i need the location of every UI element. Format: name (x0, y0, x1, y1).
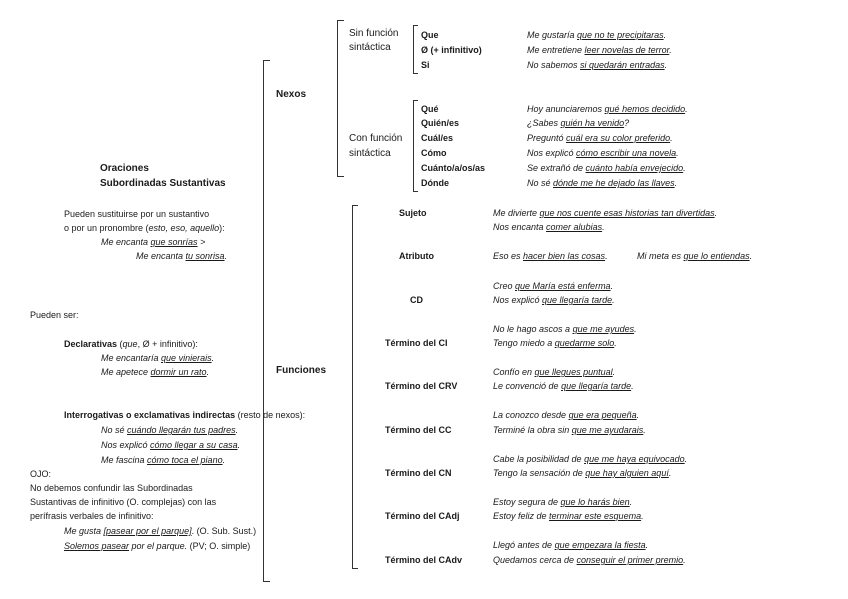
bracket-sin-funcion (413, 25, 418, 74)
example-infinitivo: Me entretiene leer novelas de terror. (527, 45, 672, 55)
cn-example-2: Tengo la sensación de que hay alguien aquí. (493, 468, 672, 478)
ojo-example-2: Solemos pasear por el parque. (PV; O. simple) (64, 541, 251, 551)
example-donde: No sé dónde me he dejado las llaves. (527, 178, 678, 188)
declarativas-example-1: Me encantaría que vinierais. (101, 353, 215, 363)
sujeto-example-2: Nos encanta comer alubias. (493, 222, 605, 232)
cadv-example-2: Quedamos cerca de conseguir el primer premio. (493, 555, 686, 565)
nexo-como: Cómo (421, 148, 447, 158)
cn-example-1: Cabe la posibilidad de que me haya equivocado. (493, 454, 688, 464)
interrogativas-example-1: No sé cuándo llegarán tus padres. (101, 425, 239, 435)
funcion-cd: CD (410, 295, 423, 305)
bracket-nexos (337, 20, 344, 177)
sin-funcion-label-1: Sin función (349, 28, 399, 39)
bracket-funciones (352, 205, 358, 569)
crv-example-2: Le convenció de que llegaría tarde. (493, 381, 634, 391)
cd-example-2: Nos explicó que llegaría tarde. (493, 295, 615, 305)
nexo-cual: Cuál/es (421, 133, 454, 143)
ci-example-1: No le hago ascos a que me ayudes. (493, 324, 637, 334)
nexo-cuanto: Cuánto/a/os/as (421, 163, 486, 173)
sujeto-example-1: Me divierte que nos cuente esas historias tan divertidas. (493, 208, 718, 218)
funciones-label: Funciones (276, 365, 327, 376)
cc-example-2: Terminé la obra sin que me ayudarais. (493, 425, 646, 435)
nexo-que: Que (421, 30, 439, 40)
ojo-example-1: Me gusta [pasear por el parque]. (O. Sub. Sust.) (64, 526, 257, 536)
ojo-line-4: perífrasis verbales de infinitivo: (30, 511, 154, 521)
interrogativas-example-3: Me fascina cómo toca el piano. (101, 455, 226, 465)
declarativas-heading: Declarativas (que, Ø + infinitivo): (64, 339, 198, 349)
cadj-example-2: Estoy feliz de terminar este esquema. (493, 511, 644, 521)
nexos-label: Nexos (276, 89, 307, 100)
nexo-quien: Quién/es (421, 118, 460, 128)
ojo-line-3: Sustantivas de infinitivo (O. complejas) con las (30, 497, 217, 507)
ci-example-2: Tengo miedo a quedarme solo. (493, 338, 617, 348)
funcion-atributo: Atributo (399, 251, 434, 261)
funcion-crv: Término del CRV (385, 381, 458, 391)
interrogativas-heading: Interrogativas o exclamativas indirectas (resto de nexos): (64, 410, 306, 420)
funcion-cadv: Término del CAdv (385, 555, 463, 565)
funcion-sujeto: Sujeto (399, 208, 427, 218)
interrogativas-example-2: Nos explicó cómo llegar a su casa. (101, 440, 241, 450)
con-funcion-label-1: Con función (349, 133, 403, 144)
cd-example-1: Creo que María está enferma. (493, 281, 614, 291)
example-como: Nos explicó cómo escribir una novela. (527, 148, 679, 158)
cadj-example-1: Estoy segura de que lo harás bien. (493, 497, 633, 507)
atributo-example-1: Eso es hacer bien las cosas. (493, 251, 608, 261)
crv-example-1: Confío en que llegues puntual. (493, 367, 616, 377)
intro-example-1: Me encanta que sonrías > (101, 237, 206, 247)
funcion-cadj: Término del CAdj (385, 511, 460, 521)
atributo-example-2: Mi meta es que lo entiendas. (637, 251, 753, 261)
ojo-line-2: No debemos confundir las Subordinadas (30, 483, 193, 493)
ojo-line-1: OJO: (30, 469, 52, 479)
funcion-cn: Término del CN (385, 468, 452, 478)
bracket-con-funcion (413, 100, 418, 192)
intro-line-2: o por un pronombre (esto, eso, aquello): (64, 223, 225, 233)
title-line-1: Oraciones (100, 163, 149, 174)
nexo-si: Si (421, 60, 430, 70)
intro-example-2: Me encanta tu sonrisa. (136, 251, 228, 261)
nexo-infinitivo: Ø (+ infinitivo) (421, 45, 482, 55)
example-quien: ¿Sabes quién ha venido? (527, 118, 630, 128)
con-funcion-label-2: sintáctica (349, 148, 391, 159)
intro-line-1: Pueden sustituirse por un sustantivo (64, 209, 210, 219)
pueden-ser: Pueden ser: (30, 310, 79, 320)
declarativas-example-2: Me apetece dormir un rato. (101, 367, 210, 377)
example-que-tilde: Hoy anunciaremos qué hemos decidido. (527, 104, 688, 114)
nexo-donde: Dónde (421, 178, 449, 188)
main-bracket-nexos (263, 60, 270, 582)
example-cuanto: Se extrañó de cuánto había envejecido. (527, 163, 686, 173)
funcion-cc: Término del CC (385, 425, 452, 435)
sin-funcion-label-2: sintáctica (349, 42, 391, 53)
cc-example-1: La conozco desde que era pequeña. (493, 410, 640, 420)
funcion-ci: Término del CI (385, 338, 448, 348)
nexo-que-tilde: Qué (421, 104, 439, 114)
cadv-example-1: Llegó antes de que empezara la fiesta. (493, 540, 649, 550)
example-que: Me gustaría que no te precipitaras. (527, 30, 667, 40)
example-si: No sabemos si quedarán entradas. (527, 60, 668, 70)
title-line-2: Subordinadas Sustantivas (100, 178, 226, 189)
example-cual: Preguntó cuál era su color preferido. (527, 133, 673, 143)
